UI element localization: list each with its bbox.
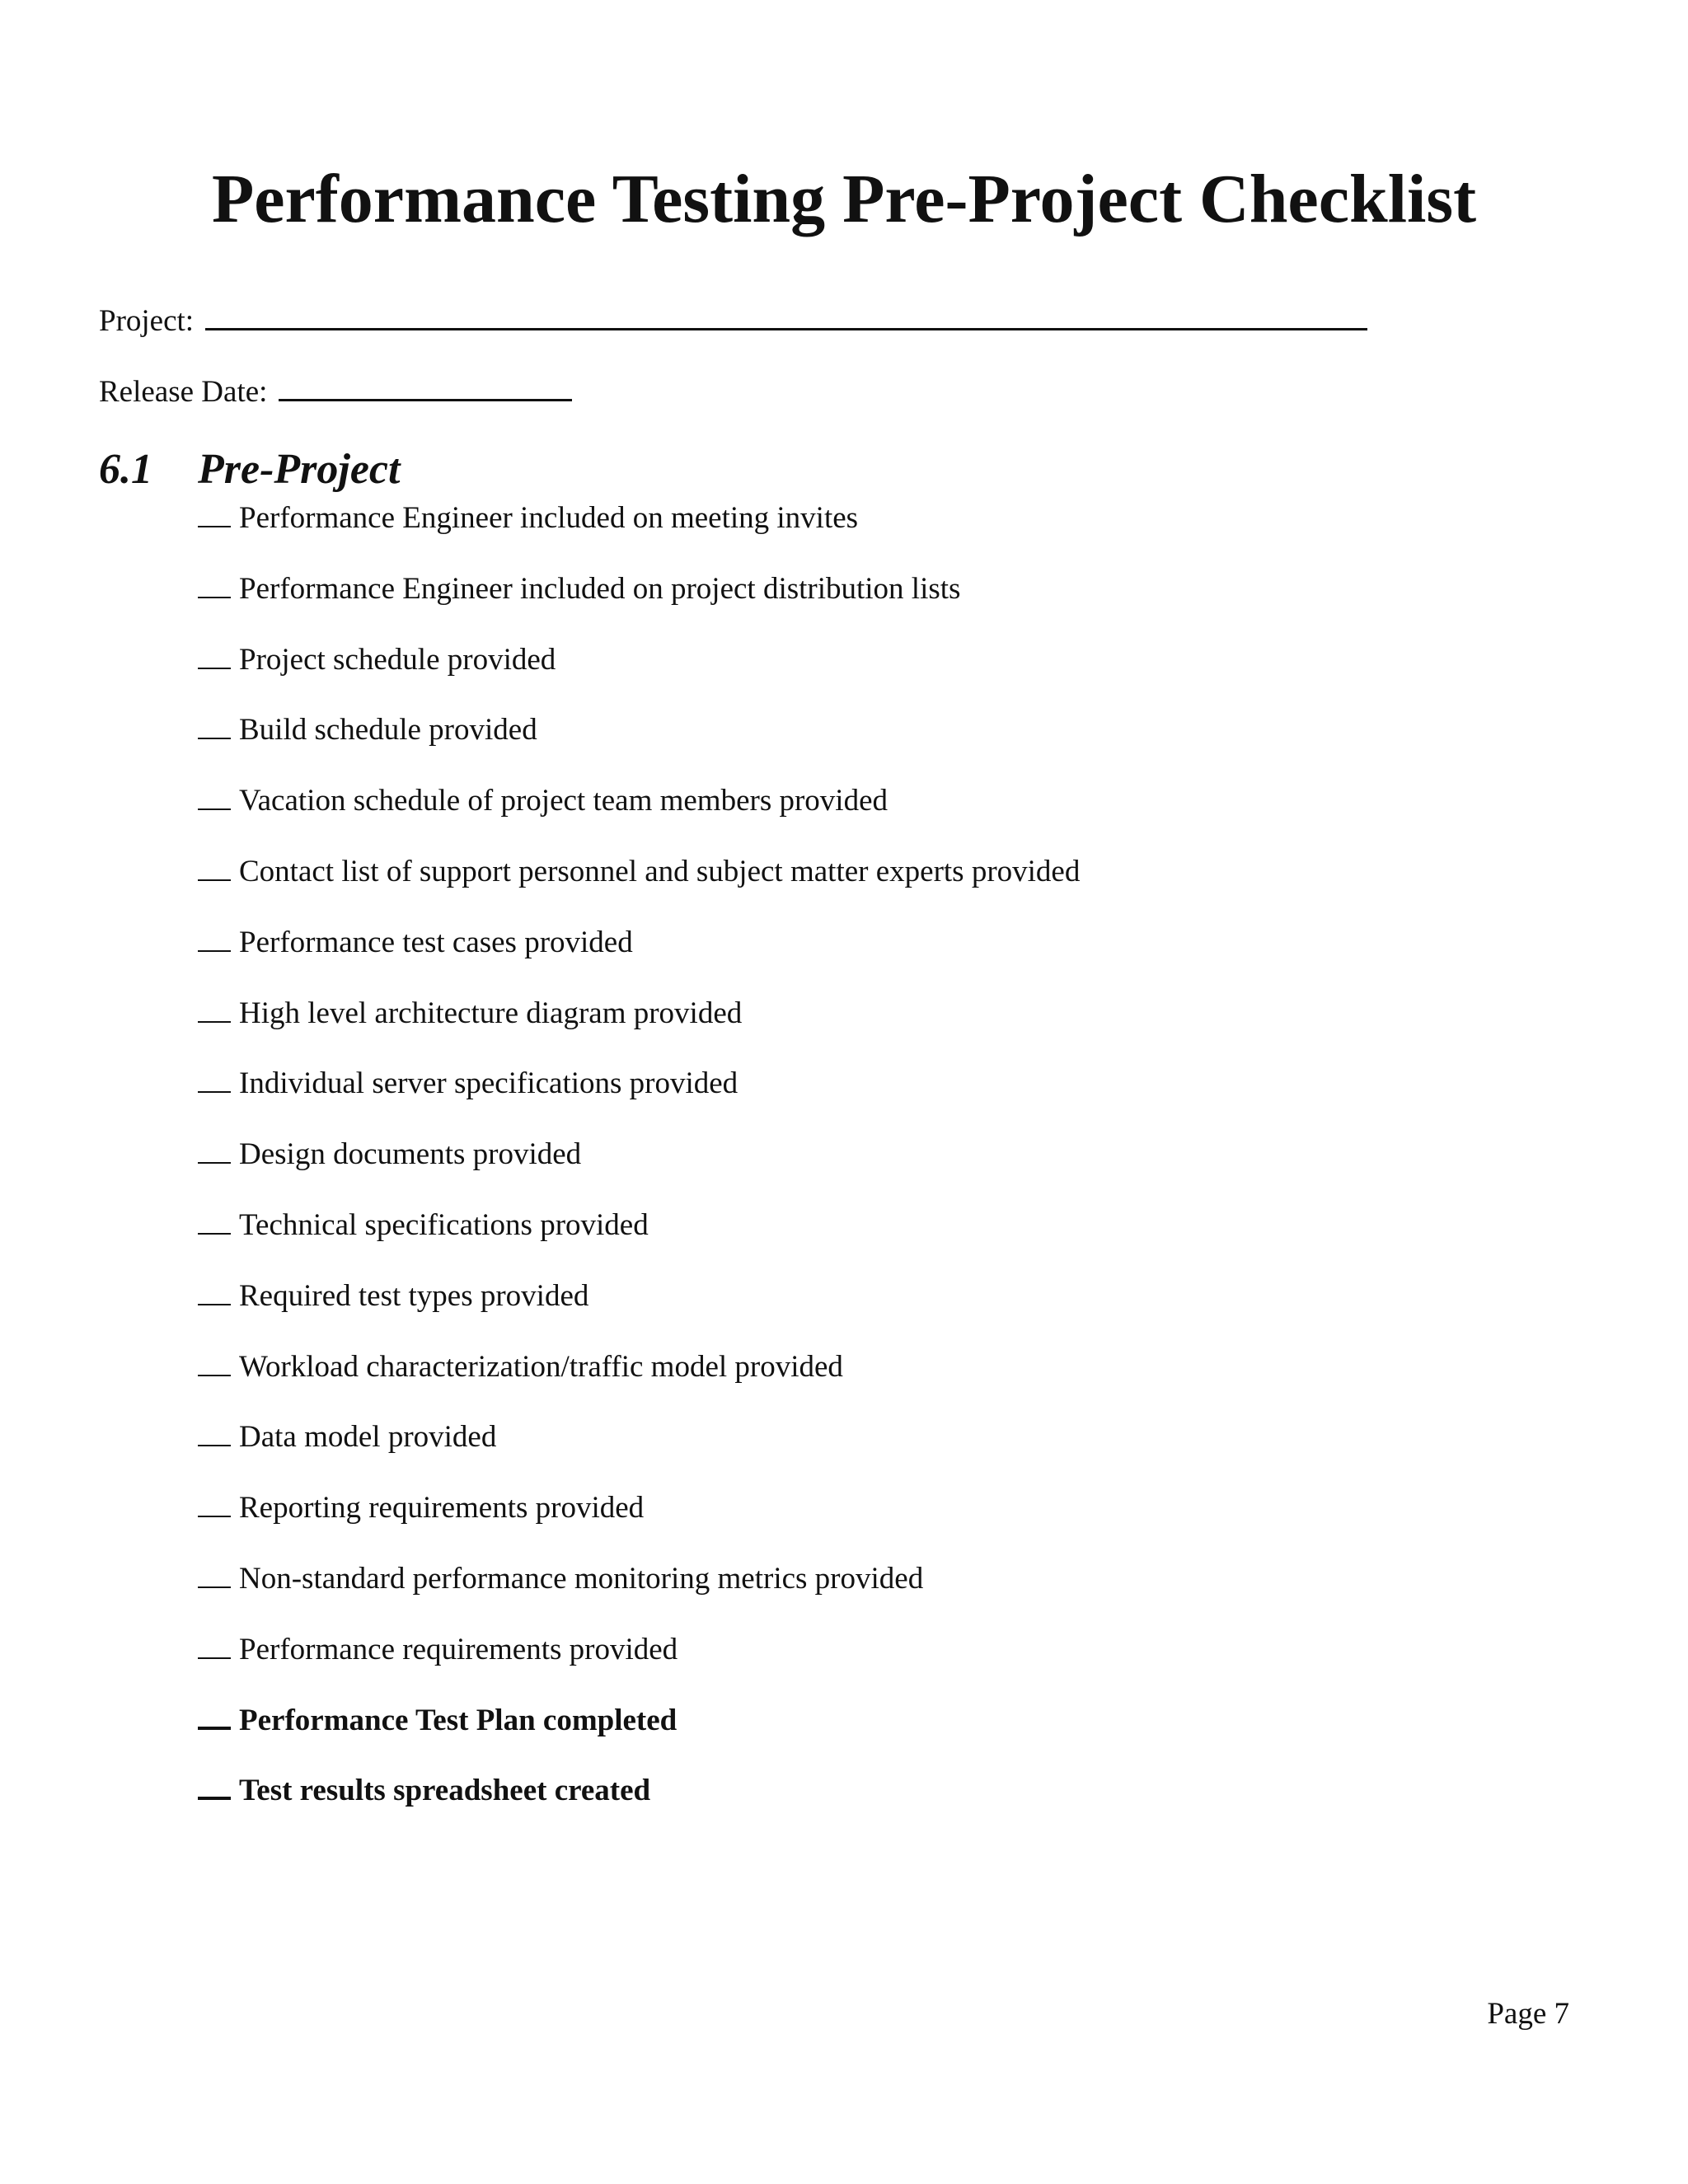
checklist-item: [198, 1205, 1080, 1276]
checklist-item: [198, 569, 1080, 640]
checklist-item-label: Data model provided: [239, 1420, 497, 1455]
checkbox-blank[interactable]: [198, 1208, 231, 1235]
checklist-item-label: High level architecture diagram provided: [239, 996, 743, 1030]
checklist-item: [198, 1558, 1080, 1629]
checkbox-blank[interactable]: [198, 855, 231, 881]
checklist-item: [198, 710, 1080, 780]
checklist-item: [198, 922, 1080, 993]
pre-project-checklist: [198, 498, 1080, 1841]
checklist-item: [198, 1063, 1080, 1134]
checklist-item: [198, 780, 1080, 851]
release-date-label: Release Date:: [99, 375, 268, 409]
checkbox-blank[interactable]: [198, 643, 231, 669]
checkbox-blank[interactable]: [198, 926, 231, 952]
checkbox-blank[interactable]: [198, 784, 231, 810]
release-date-input-line[interactable]: [279, 374, 572, 401]
checklist-item-label: Workload characterization/traffic model provided: [239, 1349, 843, 1384]
checkbox-blank[interactable]: [198, 1702, 231, 1730]
checklist-item: [198, 1347, 1080, 1418]
checkbox-blank[interactable]: [198, 1350, 231, 1376]
checklist-item: [198, 851, 1080, 922]
page-title: Performance Testing Pre-Project Checklist: [211, 161, 1477, 237]
checklist-item-label: Contact list of support personnel and subject matter experts provided: [239, 854, 1081, 888]
checklist-item-label: Test results spreadsheet created: [239, 1774, 651, 1808]
checklist-item: [198, 1700, 1080, 1771]
checkbox-blank[interactable]: [198, 1066, 231, 1093]
checklist-item-label: Performance Test Plan completed: [239, 1703, 678, 1737]
checklist-item-label: Vacation schedule of project team members provided: [239, 784, 888, 818]
checklist-item: [198, 1488, 1080, 1558]
checklist-item-label: Design documents provided: [239, 1137, 582, 1172]
checkbox-blank[interactable]: [198, 1491, 231, 1517]
project-input-line[interactable]: [205, 303, 1367, 330]
checklist-item-label: Required test types provided: [239, 1278, 589, 1313]
checklist-item-label: Performance test cases provided: [239, 925, 633, 959]
checklist-item: [198, 498, 1080, 569]
checklist-item: [198, 640, 1080, 710]
project-label: Project:: [99, 304, 195, 338]
checklist-item-label: Build schedule provided: [239, 713, 537, 748]
checklist-item-label: Performance Engineer included on project distribution lists: [239, 571, 961, 606]
checkbox-blank[interactable]: [198, 572, 231, 598]
checklist-item: [198, 1629, 1080, 1700]
checkbox-blank[interactable]: [198, 501, 231, 527]
release-date-field: [99, 373, 572, 412]
checkbox-blank[interactable]: [198, 1562, 231, 1588]
checklist-item-label: Performance requirements provided: [239, 1632, 678, 1666]
section-heading: [99, 443, 400, 496]
checklist-item-label: Individual server specifications provided: [239, 1066, 738, 1101]
section-title: Pre-Project: [198, 446, 401, 493]
page-number: Page 7: [1487, 1997, 1569, 2031]
checkbox-blank[interactable]: [198, 996, 231, 1023]
checkbox-blank[interactable]: [198, 1279, 231, 1305]
checkbox-blank[interactable]: [198, 1772, 231, 1800]
checklist-item: [198, 1417, 1080, 1488]
checkbox-blank[interactable]: [198, 1420, 231, 1446]
checklist-item-label: Technical specifications provided: [239, 1207, 649, 1242]
section-number: 6.1: [99, 446, 152, 493]
checklist-item: [198, 993, 1080, 1064]
checkbox-blank[interactable]: [198, 713, 231, 739]
checklist-item-label: Non-standard performance monitoring metrics provided: [239, 1561, 924, 1596]
checklist-item-label: Performance Engineer included on meeting invites: [239, 501, 859, 535]
checklist-item: [198, 1770, 1080, 1841]
checkbox-blank[interactable]: [198, 1137, 231, 1164]
project-field: [99, 302, 1367, 341]
checklist-item-label: Project schedule provided: [239, 642, 556, 677]
checklist-item: [198, 1134, 1080, 1205]
checklist-item-label: Reporting requirements provided: [239, 1491, 645, 1526]
checklist-item: [198, 1276, 1080, 1347]
checkbox-blank[interactable]: [198, 1633, 231, 1659]
